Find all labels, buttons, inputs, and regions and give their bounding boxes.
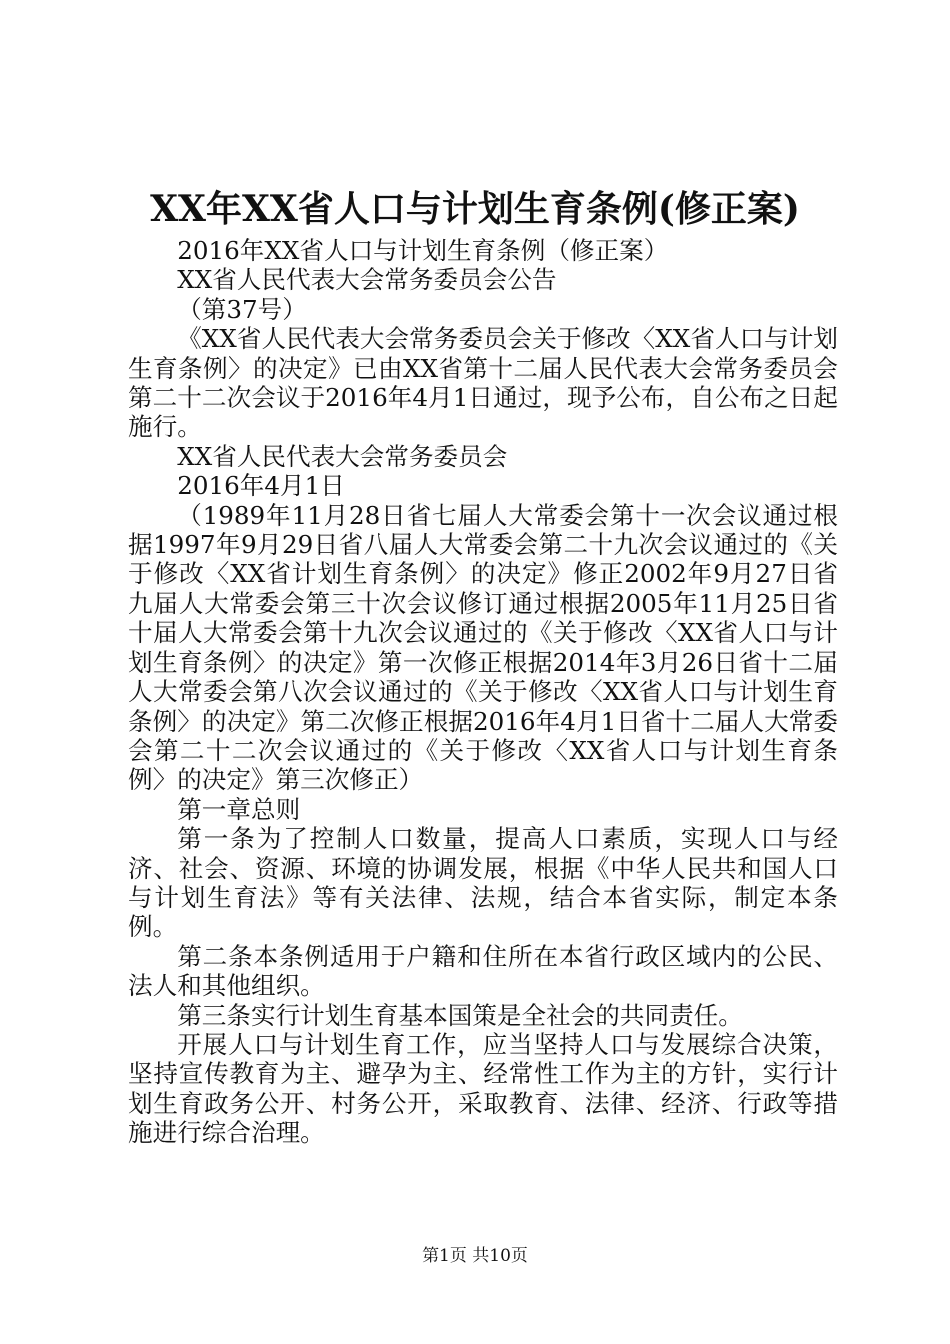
paragraph-announcement-number: （第37号） xyxy=(177,294,307,324)
article-1: 第一条为了控制人口数量，提高人口素质，实现人口与经济、社会、资源、环境的协调发展，根据《中华人民共和国人口与计划生育法》等有关法律、法规，结合本省实际，制定本条例。 xyxy=(128,824,838,942)
article-3: 第三条实行计划生育基本国策是全社会的共同责任。 xyxy=(177,1000,743,1030)
paragraph-revision-history: （1989年11月28日省七届人大常委会第十一次会议通过根据1997年9月29日省八届人大常委会第二十九次会议通过的《关于修改〈XX省计划生育条例〉的决定》修正2002年9月27日省九届人大常委会第三十次会议修订通过根据2005年11月25日省十届人大常委会第十九次会议通过的《关于修改〈XX省人口与计划生育条例〉的决定》第一次修正根据2014年3月26日省十二届人大常委会第八次会议通过的《关于修改〈XX省人口与计划生育条例〉的决定》第二次修正根据2016年4月1日省十二届人大常委会第二十二次会议通过的《关于修改〈XX省人口与计划生育条例〉的决定》第三次修正） xyxy=(128,500,838,795)
page-number: 第1页 共10页 xyxy=(422,1246,528,1266)
chapter-heading: 第一章总则 xyxy=(177,794,301,824)
document-body xyxy=(128,236,838,1148)
paragraph-signature-issuer: XX省人民代表大会常务委员会 xyxy=(177,441,508,471)
paragraph-signature-date: 2016年4月1日 xyxy=(177,471,345,501)
document-title: XX年XX省人口与计划生育条例(修正案) xyxy=(150,188,800,230)
paragraph-announcement-issuer: XX省人民代表大会常务委员会公告 xyxy=(177,265,557,295)
paragraph-announcement-body: 《XX省人民代表大会常务委员会关于修改〈XX省人口与计划生育条例〉的决定》已由XX省第十二届人民代表大会常务委员会第二十二次会议于2016年4月1日通过，现予公布，自公布之日起施行。 xyxy=(128,324,838,442)
article-3-continued: 开展人口与计划生育工作，应当坚持人口与发展综合决策，坚持宣传教育为主、避孕为主、经常性工作为主的方针，实行计划生育政务公开、村务公开，采取教育、法律、经济、行政等措施进行综合治理。 xyxy=(128,1029,838,1148)
article-2: 第二条本条例适用于户籍和住所在本省行政区域内的公民、法人和其他组织。 xyxy=(128,941,838,1001)
paragraph-subtitle: 2016年XX省人口与计划生育条例（修正案） xyxy=(177,236,669,265)
